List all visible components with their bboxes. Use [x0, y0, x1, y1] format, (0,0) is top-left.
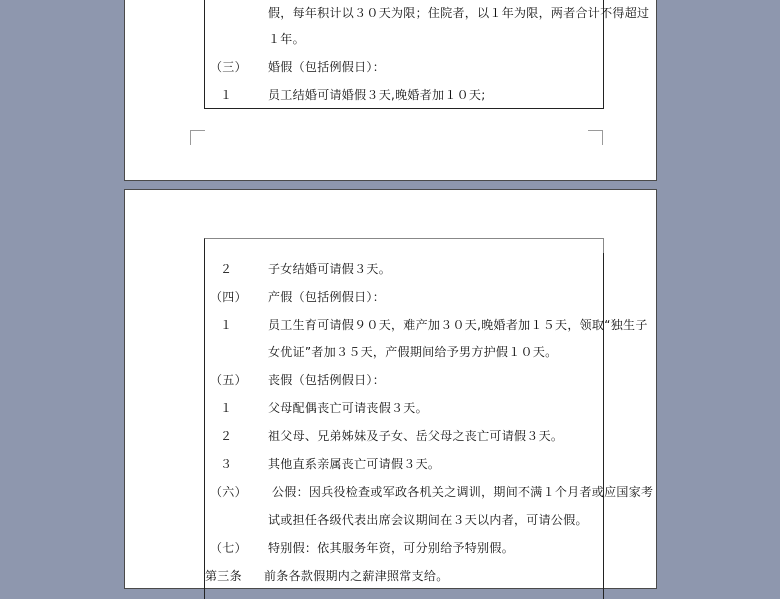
item-text: 祖父母、兄弟姊妹及子女、岳父母之丧亡可请假３天。: [268, 429, 564, 443]
item-number: ２: [220, 429, 233, 443]
article-label: 第三条: [205, 569, 242, 583]
item-text: 员工生育可请假９０天，难产加３０天,晚婚者加１５天，领取“独生子: [268, 318, 648, 332]
section-number: （七）: [210, 541, 247, 555]
item-number: ３: [220, 457, 233, 471]
item-text: 员工结婚可请婚假３天,晚婚者加１０天;: [268, 88, 486, 102]
document-page-2: [124, 189, 657, 589]
section-text: 试或担任各级代表出席会议期间在３天以内者，可请公假。: [268, 513, 588, 527]
text-line: 假，每年积计以３０天为限；住院者，以１年为限，两者合计不得超过: [268, 6, 650, 20]
section-number: （六）: [210, 485, 247, 499]
section-title: 婚假（包括例假日）：: [268, 60, 386, 74]
margin-corner-mark: [588, 130, 603, 145]
item-text: 女优证”者加３５天，产假期间给予男方护假１０天。: [268, 345, 558, 359]
item-number: １: [220, 88, 233, 102]
text-line: １年。: [268, 32, 305, 46]
item-number: １: [220, 318, 233, 332]
item-text: 其他直系亲属丧亡可请假３天。: [268, 457, 441, 471]
section-title: 产假（包括例假日）：: [268, 290, 386, 304]
margin-corner-mark: [190, 130, 205, 145]
document-page-1: [124, 0, 657, 181]
section-title: 丧假（包括例假日）：: [268, 373, 386, 387]
section-number: （四）: [210, 290, 247, 304]
article-text: 前条各款假期内之薪津照常支给。: [264, 569, 449, 583]
section-number: （五）: [210, 373, 247, 387]
section-text: 特别假：依其服务年资，可分别给予特别假。: [268, 541, 515, 555]
item-text: 子女结婚可请假３天。: [268, 262, 392, 276]
item-text: 父母配偶丧亡可请丧假３天。: [268, 401, 428, 415]
section-text: 公假：因兵役检查或军政各机关之调训，期间不满１个月者或应国家考: [272, 485, 654, 499]
item-number: １: [220, 401, 233, 415]
item-number: ２: [220, 262, 233, 276]
section-number: （三）: [210, 60, 247, 74]
